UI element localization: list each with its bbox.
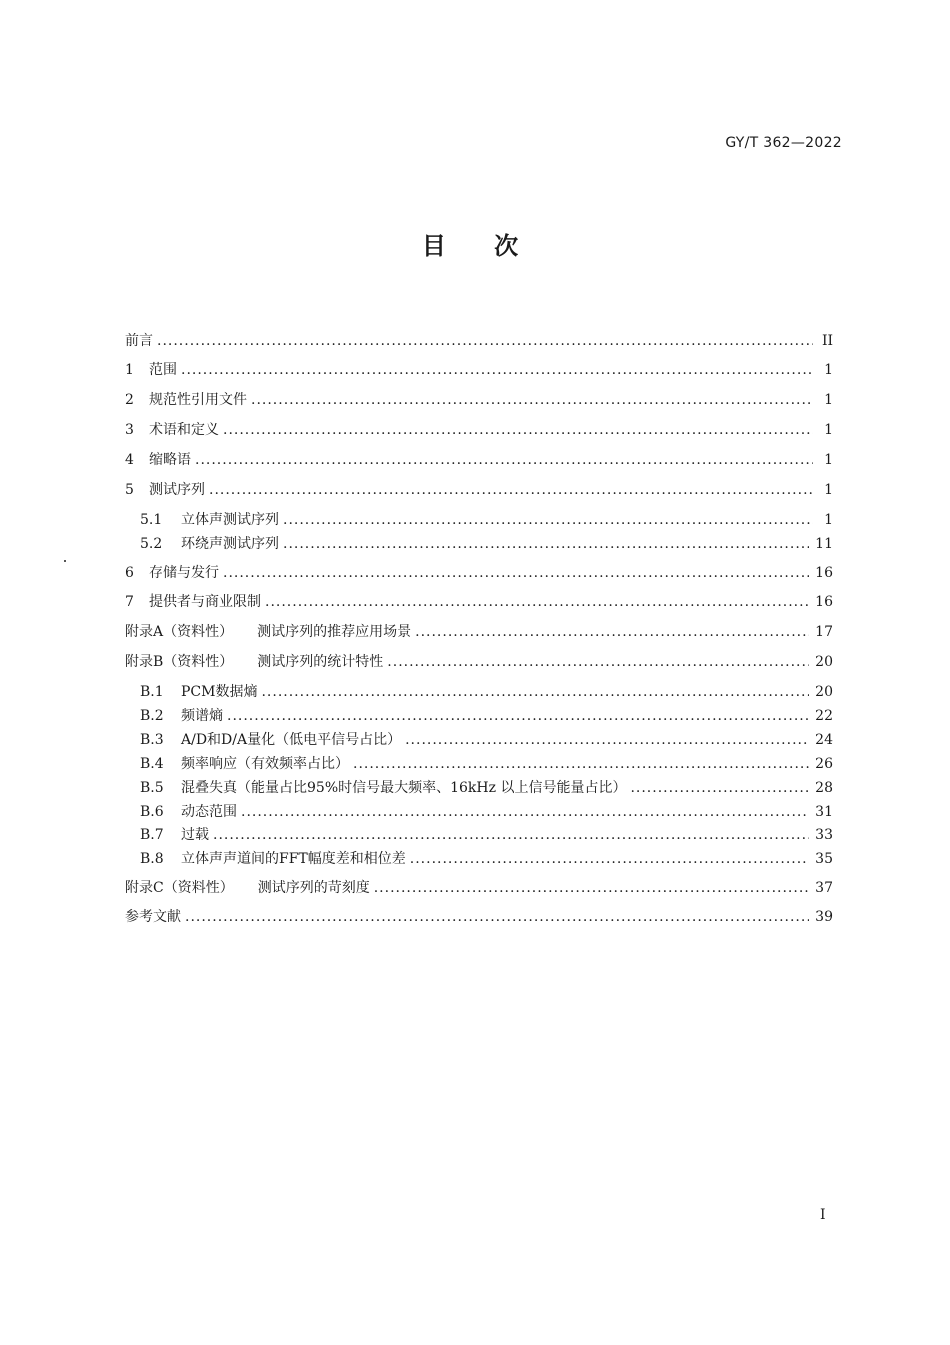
toc-entry[interactable]: [125, 563, 833, 583]
toc-entry[interactable]: [125, 390, 833, 410]
toc-entry-label: 立体声声道间的FFT幅度差和相位差: [181, 851, 406, 867]
toc-entry-page: 11: [815, 536, 833, 552]
dot-leader: [157, 331, 813, 351]
toc-entry[interactable]: [125, 450, 833, 470]
toc-entry-number: 6: [125, 565, 134, 581]
toc-entry-number: 5: [125, 482, 134, 498]
toc-subentry[interactable]: [140, 802, 833, 822]
toc-entry-label: 环绕声测试序列: [181, 536, 279, 552]
toc-annex-entry[interactable]: [125, 878, 833, 898]
dot-leader: [353, 754, 809, 774]
toc-subentry[interactable]: [140, 778, 833, 798]
toc-subentry[interactable]: [140, 754, 833, 774]
toc-entry-number: 5.2: [140, 536, 163, 552]
toc-entry-label: 测试序列的推荐应用场景: [257, 624, 412, 640]
toc-subentry[interactable]: [140, 730, 833, 750]
toc-entry-page: 1: [824, 482, 833, 498]
dot-leader: [223, 420, 813, 440]
toc-entry[interactable]: [125, 360, 833, 380]
toc-entry-number: 2: [125, 392, 134, 408]
toc-annex-entry[interactable]: [125, 652, 833, 672]
toc-subentry[interactable]: [140, 849, 833, 869]
dot-leader: [251, 390, 813, 410]
toc-entry-label: 测试序列的苛刻度: [257, 880, 370, 896]
toc-entry-page: 1: [824, 512, 833, 528]
scan-speck: [64, 560, 66, 562]
toc-entry-page: 26: [815, 756, 833, 772]
dot-leader: [227, 706, 809, 726]
toc-entry-page: 35: [815, 851, 833, 867]
dot-leader: [410, 849, 809, 869]
toc-entry[interactable]: [125, 907, 833, 927]
toc-subentry[interactable]: [140, 706, 833, 726]
toc-annex-number: 附录A（资料性）: [125, 624, 234, 640]
toc-entry-number: B.6: [140, 804, 164, 820]
dot-leader: [195, 450, 813, 470]
toc-entry-label: 频谱熵: [181, 708, 223, 724]
toc-entry-page: 1: [824, 392, 833, 408]
dot-leader: [261, 682, 809, 702]
dot-leader: [213, 825, 809, 845]
toc-entry-page: 39: [815, 909, 833, 925]
toc-entry-number: 5.1: [140, 512, 163, 528]
toc-entry-page: 16: [815, 565, 833, 581]
dot-leader: [185, 907, 809, 927]
dot-leader: [283, 534, 809, 554]
toc-entry-number: 4: [125, 452, 134, 468]
dot-leader: [283, 510, 813, 530]
toc-subentry[interactable]: [140, 682, 833, 702]
toc-entry-page: 1: [824, 362, 833, 378]
toc-entry-number: B.1: [140, 684, 164, 700]
toc-annex-entry[interactable]: [125, 622, 833, 642]
toc-entry-number: B.5: [140, 780, 164, 796]
toc-entry-page: 20: [815, 654, 833, 670]
toc-entry-number: 7: [125, 594, 134, 610]
toc-annex-number: 附录C（资料性）: [125, 880, 234, 896]
toc-entry-number: B.3: [140, 732, 164, 748]
dot-leader: [181, 360, 813, 380]
toc-entry[interactable]: [125, 592, 833, 612]
toc-entry-page: 20: [815, 684, 833, 700]
toc-entry-number: B.8: [140, 851, 164, 867]
toc-entry-label: 测试序列的统计特性: [257, 654, 384, 670]
toc-entry-page: 33: [815, 827, 833, 843]
dot-leader: [374, 878, 809, 898]
toc-entry-label: 提供者与商业限制: [149, 594, 261, 610]
toc-entry-label: 存储与发行: [149, 565, 219, 581]
toc-entry-label: 过载: [181, 827, 209, 843]
document-code: GY/T 362—2022: [725, 135, 842, 151]
toc-entry-number: B.7: [140, 827, 164, 843]
toc-entry-label: A/D和D/A量化（低电平信号占比）: [181, 732, 402, 748]
toc-entry-page: 37: [815, 880, 833, 896]
toc-entry-label: 测试序列: [149, 482, 205, 498]
toc-entry-number: 1: [125, 362, 134, 378]
toc-entry-page: 28: [815, 780, 833, 796]
dot-leader: [630, 778, 809, 798]
toc-entry-label: 混叠失真（能量占比95%时信号最大频率、16kHz 以上信号能量占比）: [181, 780, 627, 796]
dot-leader: [241, 802, 809, 822]
toc-entry-label: 前言: [125, 333, 153, 349]
dot-leader: [387, 652, 809, 672]
toc-entry-number: B.2: [140, 708, 164, 724]
toc-entry-page: 17: [815, 624, 833, 640]
toc-annex-number: 附录B（资料性）: [125, 654, 234, 670]
toc-title: 目 次: [421, 232, 539, 260]
toc-subentry[interactable]: [140, 510, 833, 530]
toc-subentry[interactable]: [140, 534, 833, 554]
toc-entry-page: 24: [815, 732, 833, 748]
toc-entry-number: 3: [125, 422, 134, 438]
toc-entry-page: II: [821, 333, 833, 349]
toc-entry[interactable]: [125, 331, 833, 351]
dot-leader: [209, 480, 813, 500]
toc-subentry[interactable]: [140, 825, 833, 845]
toc-entry-label: 立体声测试序列: [181, 512, 279, 528]
toc-entry-label: PCM数据熵: [181, 684, 258, 700]
toc-entry-number: B.4: [140, 756, 164, 772]
toc-entry-label: 参考文献: [125, 909, 181, 925]
dot-leader: [265, 592, 809, 612]
toc-entry-page: 1: [824, 422, 833, 438]
toc-entry-label: 频率响应（有效频率占比）: [181, 756, 349, 772]
toc-entry-label: 范围: [149, 362, 177, 378]
toc-entry[interactable]: [125, 420, 833, 440]
toc-entry-label: 缩略语: [149, 452, 191, 468]
toc-entry-page: 1: [824, 452, 833, 468]
toc-entry-label: 术语和定义: [149, 422, 219, 438]
page-number: I: [820, 1207, 826, 1223]
toc-entry-label: 规范性引用文件: [149, 392, 247, 408]
dot-leader: [415, 622, 809, 642]
toc-entry[interactable]: [125, 480, 833, 500]
toc-entry-page: 31: [815, 804, 833, 820]
toc-entry-page: 16: [815, 594, 833, 610]
dot-leader: [223, 563, 809, 583]
dot-leader: [405, 730, 809, 750]
toc-entry-label: 动态范围: [181, 804, 237, 820]
toc-entry-page: 22: [815, 708, 833, 724]
